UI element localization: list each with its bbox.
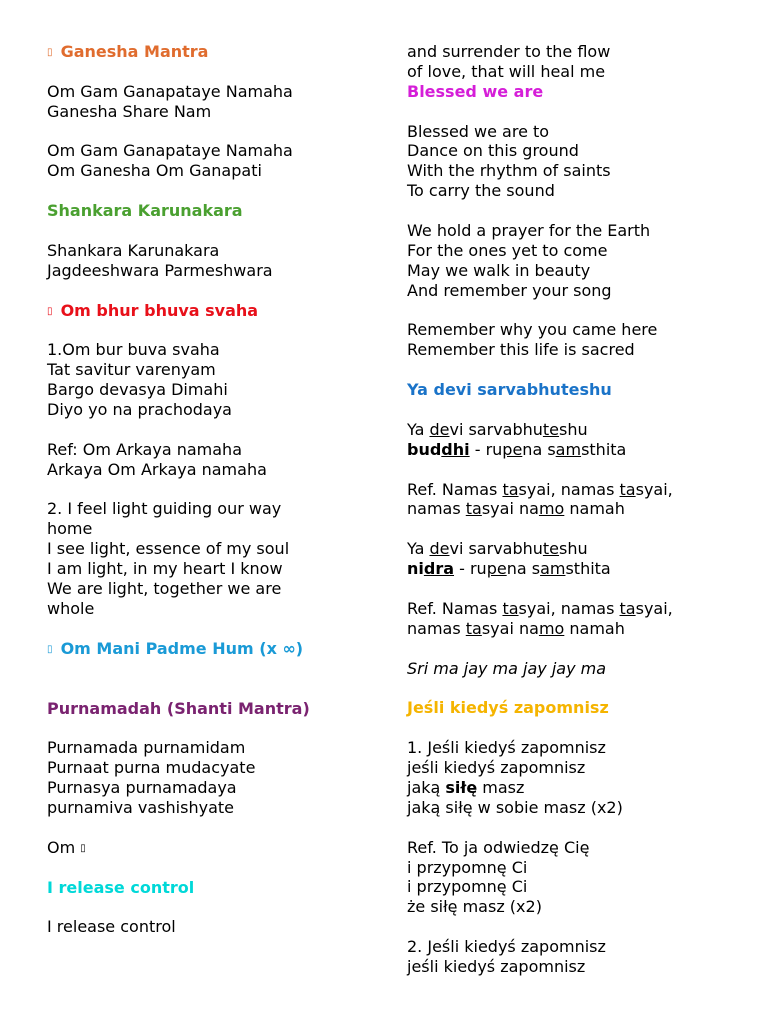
lyric-line: jeśli kiedyś zapomnisz bbox=[407, 758, 586, 778]
left-column bbox=[47, 42, 367, 937]
lyric-line: of love, that will heal me bbox=[407, 61, 606, 81]
lyric-line: Ref: Om Arkaya namaha bbox=[47, 439, 242, 459]
lyric-line: Shankara Karunakara bbox=[47, 240, 220, 260]
lyric-line: namas tasyai namo namah bbox=[407, 618, 625, 638]
lyric-line: Om ▯ bbox=[47, 838, 367, 858]
lyric-line: We are light, together we are bbox=[47, 579, 282, 599]
lyric-line: 2. I feel light guiding our way bbox=[47, 499, 282, 519]
lyric-line: Ref. To ja odwiedzę Cię bbox=[407, 837, 590, 857]
lyric-line: Blessed we are to bbox=[407, 121, 550, 141]
ganesha-heading: ▯ Ganesha Mantra bbox=[47, 42, 209, 61]
lyric-line: namas tasyai namo namah bbox=[407, 499, 625, 519]
lyric-line: Diyo yo na prachodaya bbox=[47, 400, 232, 420]
mani-heading: ▯ Om Mani Padme Hum (x ∞) bbox=[47, 637, 367, 661]
lyric-line: whole bbox=[47, 598, 95, 618]
lyric-line: i przypomnę Ci bbox=[407, 877, 528, 897]
right-column bbox=[407, 42, 747, 977]
missing-glyph-icon: ▯ bbox=[80, 842, 86, 854]
lyric-line: nidra - rupena samsthita bbox=[407, 559, 611, 579]
lyric-line: jaką siłę w sobie masz (x2) bbox=[407, 797, 623, 817]
lyric-line: Purnaat purna mudacyate bbox=[47, 758, 256, 778]
lyric-line: Om Gam Ganapataye Namaha bbox=[47, 81, 293, 101]
jesli-heading: Jeśli kiedyś zapomnisz bbox=[407, 698, 609, 718]
lyric-line: i przypomnę Ci bbox=[407, 857, 528, 877]
lyric-line: Om Ganesha Om Ganapati bbox=[47, 161, 262, 181]
lyric-line: And remember your song bbox=[407, 280, 612, 300]
shankara-heading: Shankara Karunakara bbox=[47, 201, 243, 221]
lyric-line: Sri ma jay ma jay jay ma bbox=[407, 658, 607, 678]
lyric-line: buddhi - rupena samsthita bbox=[407, 439, 627, 459]
lyric-line: For the ones yet to come bbox=[407, 240, 608, 260]
missing-glyph-icon: ▯ bbox=[47, 305, 53, 317]
bhur-heading: ▯ Om bhur bhuva svaha bbox=[47, 300, 259, 320]
lyric-line: Ref. Namas tasyai, namas tasyai, bbox=[407, 479, 673, 499]
lyric-line: że siłę masz (x2) bbox=[407, 897, 542, 917]
lyric-line: 1.Om bur buva svaha bbox=[47, 340, 220, 360]
lyric-line: Purnasya purnamadaya bbox=[47, 778, 237, 798]
lyric-line: Om Gam Ganapataye Namaha bbox=[47, 141, 293, 161]
lyric-line: home bbox=[47, 519, 93, 539]
lyric-line: With the rhythm of saints bbox=[407, 161, 611, 181]
missing-glyph-icon: ▯ bbox=[47, 47, 53, 58]
lyric-line: Ya devi sarvabhuteshu bbox=[407, 419, 588, 439]
lyric-line: Ref. Namas tasyai, namas tasyai, bbox=[407, 598, 673, 618]
lyric-line: jeśli kiedyś zapomnisz bbox=[407, 956, 586, 976]
purnamadah-heading: Purnamadah (Shanti Mantra) bbox=[47, 698, 310, 718]
yadevi-heading: Ya devi sarvabhuteshu bbox=[407, 380, 612, 400]
blessed-heading: Blessed we are bbox=[407, 81, 544, 101]
lyric-line: To carry the sound bbox=[407, 181, 555, 201]
lyric-line: Tat savitur varenyam bbox=[47, 360, 216, 380]
lyric-line: Ya devi sarvabhuteshu bbox=[407, 539, 588, 559]
lyric-line: and surrender to the flow bbox=[407, 42, 611, 61]
lyric-line: 1. Jeśli kiedyś zapomnisz bbox=[407, 738, 606, 758]
lyric-line: purnamiva vashishyate bbox=[47, 797, 234, 817]
lyric-line: Dance on this ground bbox=[407, 141, 579, 161]
lyric-line: I am light, in my heart I know bbox=[47, 559, 283, 579]
lyric-line: We hold a prayer for the Earth bbox=[407, 221, 651, 241]
lyric-line: Arkaya Om Arkaya namaha bbox=[47, 459, 267, 479]
lyric-line: Remember why you came here bbox=[407, 320, 658, 340]
lyric-line: I release control bbox=[47, 917, 176, 937]
lyric-line: May we walk in beauty bbox=[407, 260, 591, 280]
lyric-line: 2. Jeśli kiedyś zapomnisz bbox=[407, 937, 606, 957]
release-heading: I release control bbox=[47, 877, 195, 897]
lyric-line: Bargo devasya Dimahi bbox=[47, 380, 228, 400]
lyric-line: I see light, essence of my soul bbox=[47, 539, 290, 559]
lyric-line: jaką siłę masz bbox=[407, 777, 525, 797]
lyric-line: Purnamada purnamidam bbox=[47, 738, 246, 758]
lyric-line: Remember this life is sacred bbox=[407, 340, 635, 360]
lyric-line: Ganesha Share Nam bbox=[47, 101, 212, 121]
lyric-line: Jagdeeshwara Parmeshwara bbox=[47, 260, 273, 280]
missing-glyph-icon: ▯ bbox=[47, 643, 53, 655]
